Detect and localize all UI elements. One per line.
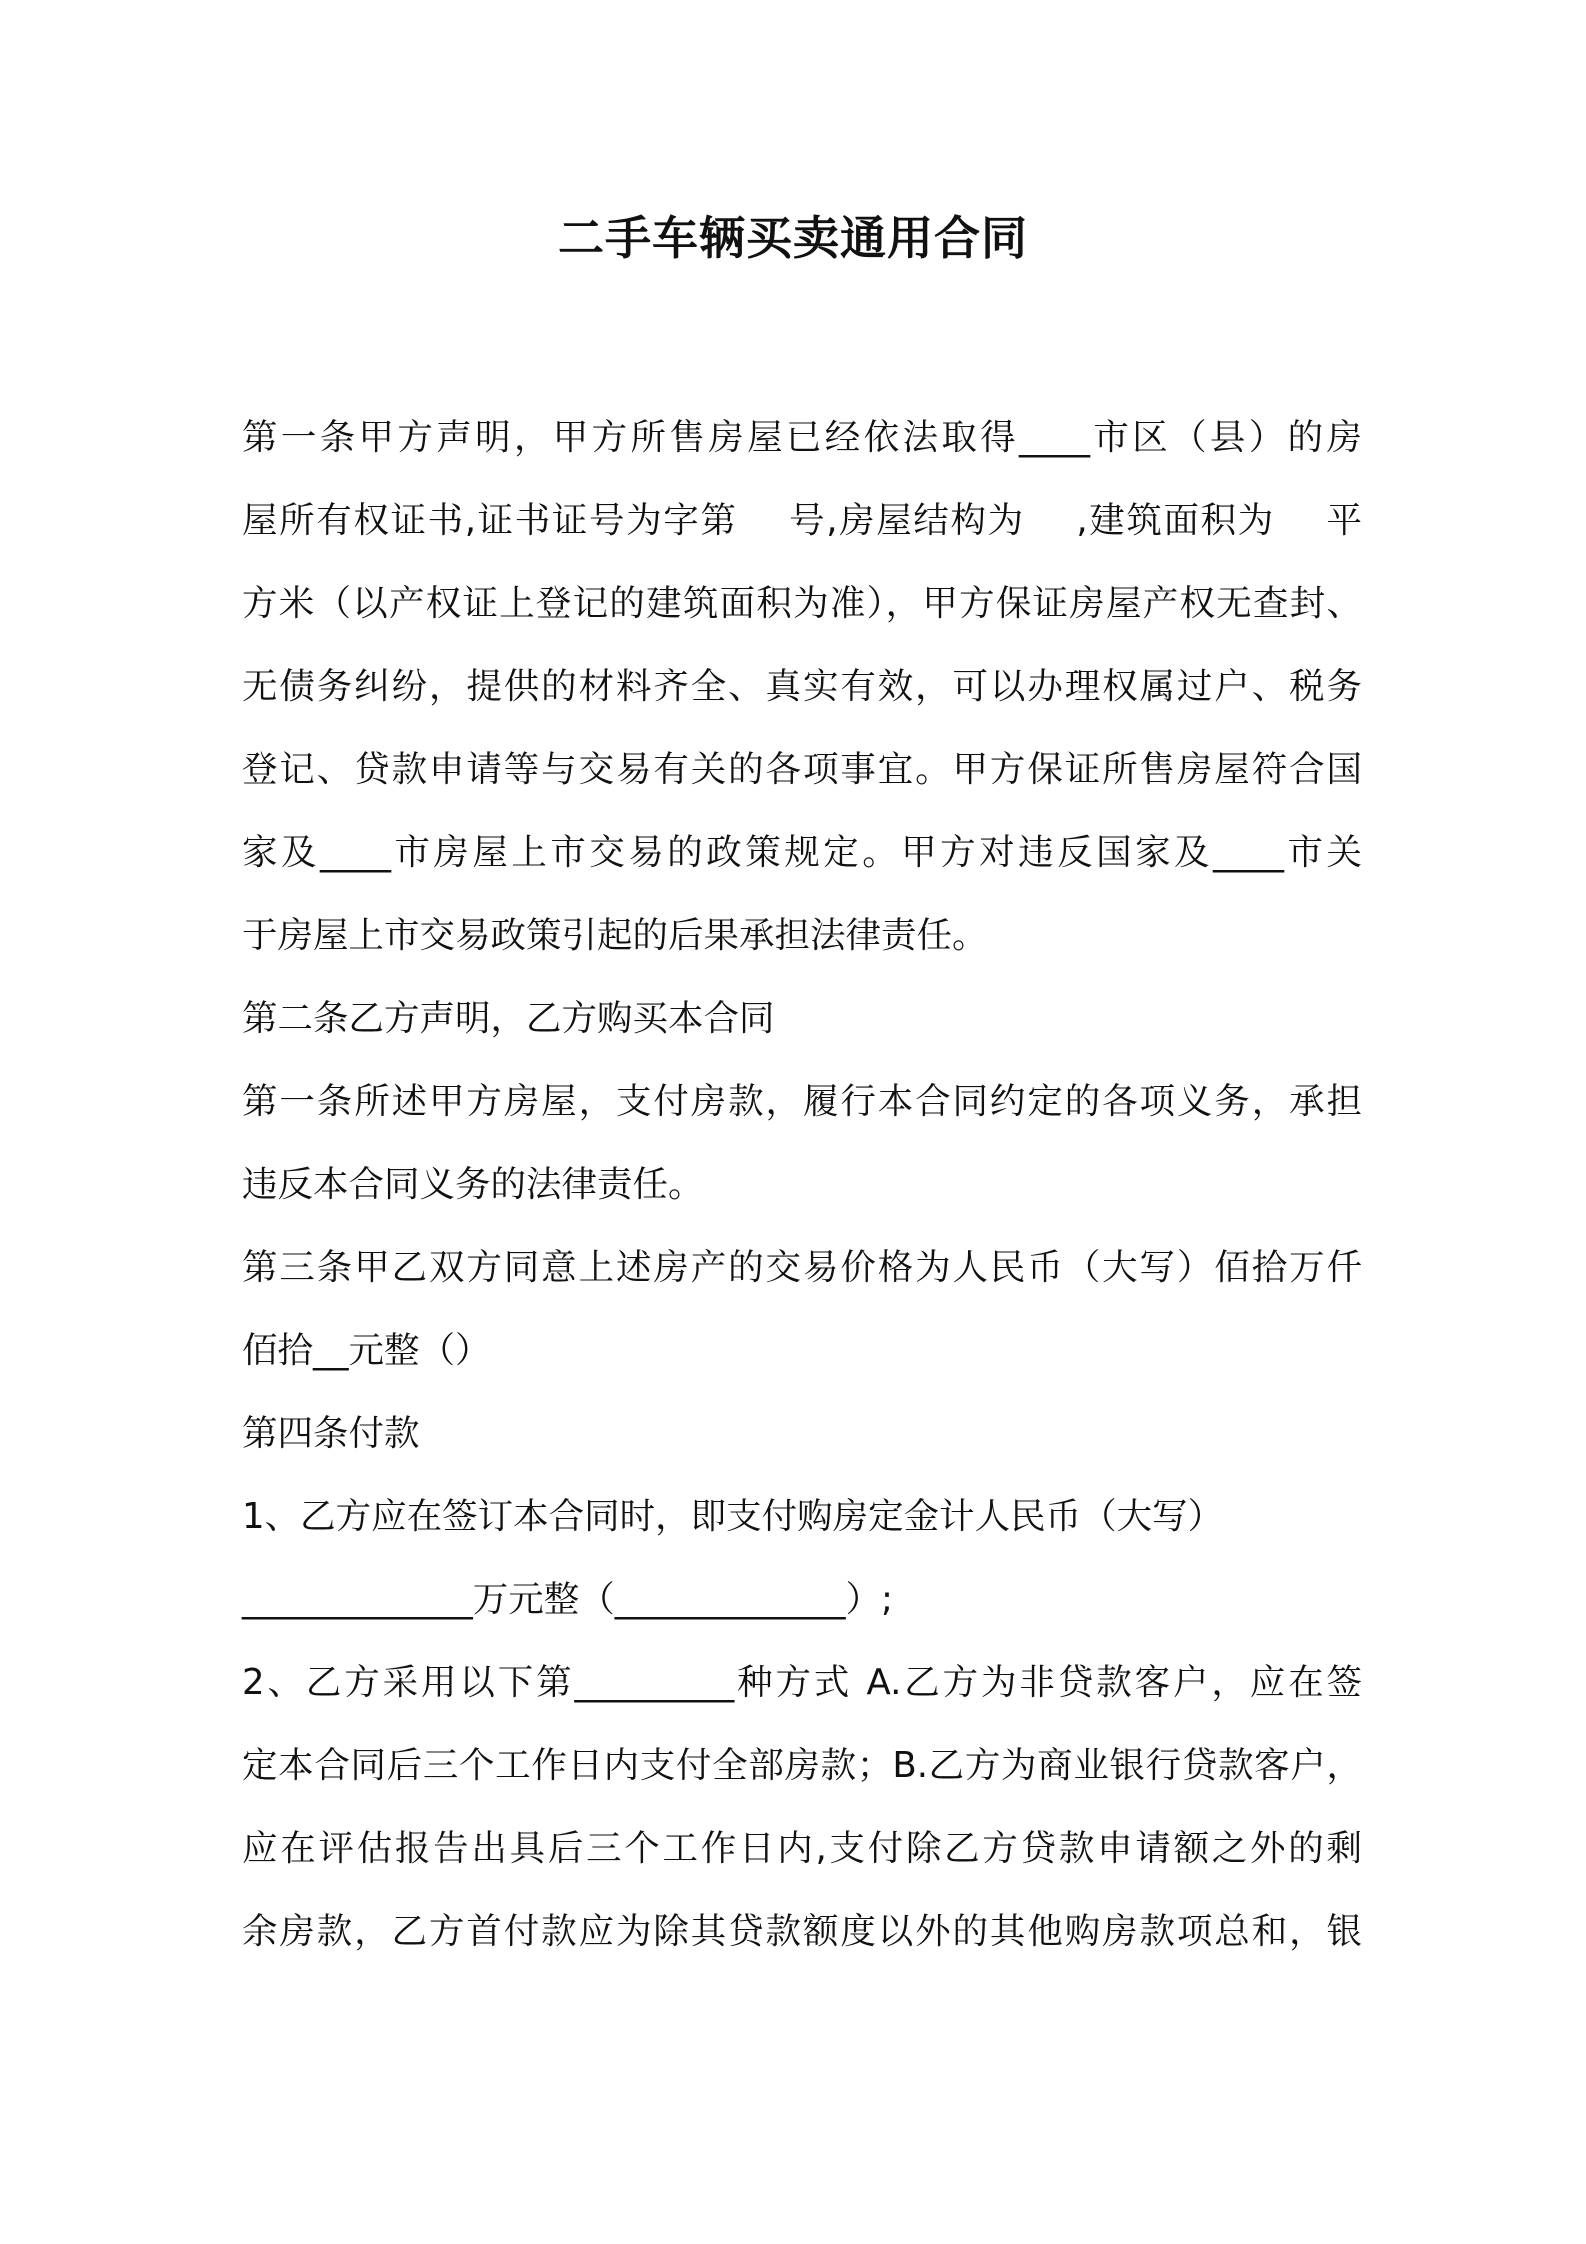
clause-2-line-1: 第二条乙方声明，乙方购买本合同 [242, 998, 775, 1039]
clause-4-item-1-line-1: 1、乙方应在签订本合同时，即支付购房定金计人民币（大写） [242, 1496, 1224, 1537]
clause-3-line-1: 第三条甲乙双方同意上述房产的交易价格为人民币（大写）佰拾万仟 [242, 1247, 1362, 1288]
clause-1-line-4: 无债务纠纷，提供的材料齐全、真实有效，可以办理权属过户、税务 [242, 666, 1362, 707]
clause-2-line-2: 第一条所述甲方房屋，支付房款，履行本合同约定的各项义务，承担 [242, 1081, 1362, 1122]
clause-1-line-6: 家及____市房屋上市交易的政策规定。甲方对违反国家及____市关 [242, 832, 1362, 873]
clause-4-heading: 第四条付款 [242, 1413, 420, 1454]
clause-4-item-2-line-3: 应在评估报告出具后三个工作日内,支付除乙方贷款申请额之外的剩 [242, 1828, 1362, 1869]
clause-1-line-2: 屋所有权证书,证书证号为字第 号,房屋结构为 ,建筑面积为 平 [242, 500, 1362, 541]
clause-4-item-1-line-2: _____________万元整（_____________）; [242, 1579, 893, 1620]
clause-3-line-2: 佰拾__元整（） [242, 1330, 491, 1371]
clause-4-item-2-line-2: 定本合同后三个工作日内支付全部房款；B.乙方为商业银行贷款客户， [242, 1745, 1362, 1786]
clause-4-item-2-line-1: 2、乙方采用以下第_________种方式 A.乙方为非贷款客户，应在签 [242, 1662, 1362, 1703]
document-title: 二手车辆买卖通用合同 [558, 211, 1028, 265]
clause-1-line-5: 登记、贷款申请等与交易有关的各项事宜。甲方保证所售房屋符合国 [242, 749, 1362, 790]
clause-1-line-1: 第一条甲方声明，甲方所售房屋已经依法取得____市区（县）的房 [242, 417, 1362, 458]
clause-4-item-2-line-4: 余房款，乙方首付款应为除其贷款额度以外的其他购房款项总和，银 [242, 1911, 1362, 1952]
clause-1-line-3: 方米（以产权证上登记的建筑面积为准），甲方保证房屋产权无查封、 [242, 583, 1362, 624]
clause-2-line-3: 违反本合同义务的法律责任。 [242, 1164, 704, 1205]
clause-1-line-7: 于房屋上市交易政策引起的后果承担法律责任。 [242, 915, 988, 956]
